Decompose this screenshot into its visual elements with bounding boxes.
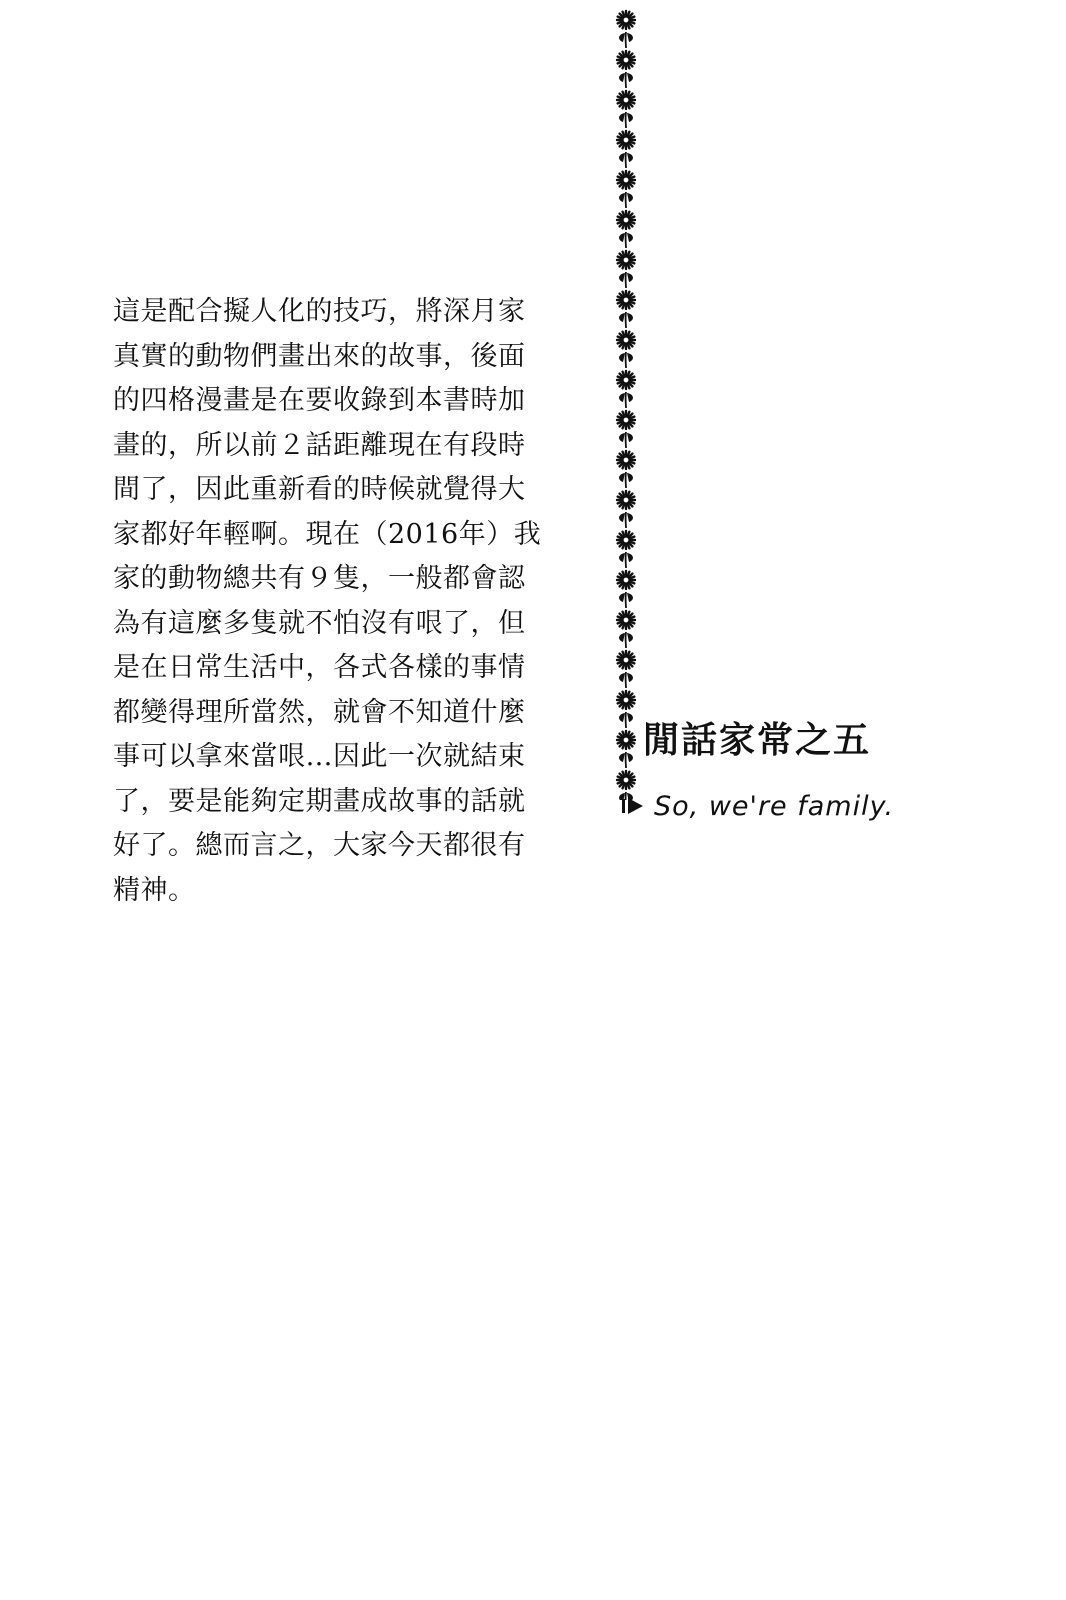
daisy-flower-icon bbox=[617, 131, 635, 149]
essay-line: 間了，因此重新看的時候就覺得大 bbox=[113, 474, 526, 505]
essay-line: 了，要是能夠定期畫成故事的話就 bbox=[113, 785, 526, 817]
leaf-sprig-icon bbox=[619, 112, 633, 128]
daisy-flower-icon bbox=[617, 731, 635, 749]
daisy-flower-icon bbox=[617, 171, 635, 189]
essay-line: 真實的動物們畫出來的故事，後面 bbox=[113, 340, 526, 372]
leaf-sprig-icon bbox=[619, 152, 633, 168]
leaf-sprig-icon bbox=[619, 392, 633, 408]
leaf-sprig-icon bbox=[619, 32, 633, 48]
essay-line: 為有這麼多隻就不怕沒有哏了，但 bbox=[113, 607, 526, 639]
essay-line: 家都好年輕啊。現在（2016年）我 bbox=[113, 518, 542, 550]
leaf-sprig-icon bbox=[619, 312, 633, 328]
daisy-flower-icon bbox=[617, 771, 635, 789]
daisy-flower-icon bbox=[617, 531, 635, 549]
essay-line: 事可以拿來當哏…因此一次就結束 bbox=[113, 741, 526, 772]
daisy-flower-icon bbox=[617, 51, 635, 69]
leaf-sprig-icon bbox=[619, 232, 633, 248]
essay-line: 好了。總而言之，大家今天都很有 bbox=[113, 830, 526, 861]
daisy-flower-icon bbox=[617, 411, 635, 429]
leaf-sprig-icon bbox=[619, 432, 633, 448]
daisy-flower-icon bbox=[617, 11, 635, 29]
essay-line: 這是配合擬人化的技巧，將深月家 bbox=[113, 296, 526, 327]
essay-line: 的四格漫畫是在要收錄到本書時加 bbox=[113, 385, 526, 416]
daisy-flower-icon bbox=[617, 611, 635, 629]
daisy-flower-icon bbox=[617, 291, 635, 309]
daisy-flower-icon bbox=[617, 571, 635, 589]
daisy-flower-icon bbox=[617, 451, 635, 469]
essay-text bbox=[113, 290, 542, 913]
leaf-sprig-icon bbox=[619, 352, 633, 368]
daisy-flower-icon bbox=[617, 491, 635, 509]
daisy-flower-icon bbox=[617, 331, 635, 349]
leaf-sprig-icon bbox=[619, 632, 633, 648]
essay-line: 家的動物總共有９隻，一般都會認 bbox=[113, 563, 526, 594]
leaf-sprig-icon bbox=[619, 712, 633, 728]
essay-line: 都變得理所當然，就會不知道什麼 bbox=[113, 696, 526, 728]
leaf-sprig-icon bbox=[619, 472, 633, 488]
leaf-sprig-icon bbox=[619, 552, 633, 568]
essay-line: 精神。 bbox=[113, 874, 196, 906]
leaf-sprig-icon bbox=[619, 592, 633, 608]
daisy-flower-icon bbox=[617, 91, 635, 109]
chapter-subtitle: So, we're family. bbox=[654, 790, 895, 822]
daisy-flower-icon bbox=[617, 211, 635, 229]
leaf-sprig-icon bbox=[619, 192, 633, 208]
subtitle-row bbox=[622, 788, 894, 824]
leaf-sprig-icon bbox=[619, 272, 633, 288]
leaf-sprig-icon bbox=[619, 672, 633, 688]
play-arrow-icon bbox=[622, 796, 644, 816]
leaf-sprig-icon bbox=[619, 752, 633, 768]
daisy-vine-icon bbox=[612, 8, 640, 800]
leaf-sprig-icon bbox=[619, 512, 633, 528]
essay-line: 是在日常生活中，各式各樣的事情 bbox=[113, 652, 526, 683]
daisy-flower-icon bbox=[617, 251, 635, 269]
daisy-flower-icon bbox=[617, 651, 635, 669]
essay-line: 畫的，所以前２話距離現在有段時 bbox=[113, 429, 526, 461]
daisy-flower-icon bbox=[617, 371, 635, 389]
leaf-sprig-icon bbox=[619, 72, 633, 88]
daisy-flower-icon bbox=[617, 691, 635, 709]
chapter-title: 閒話家常之五 bbox=[643, 720, 872, 761]
